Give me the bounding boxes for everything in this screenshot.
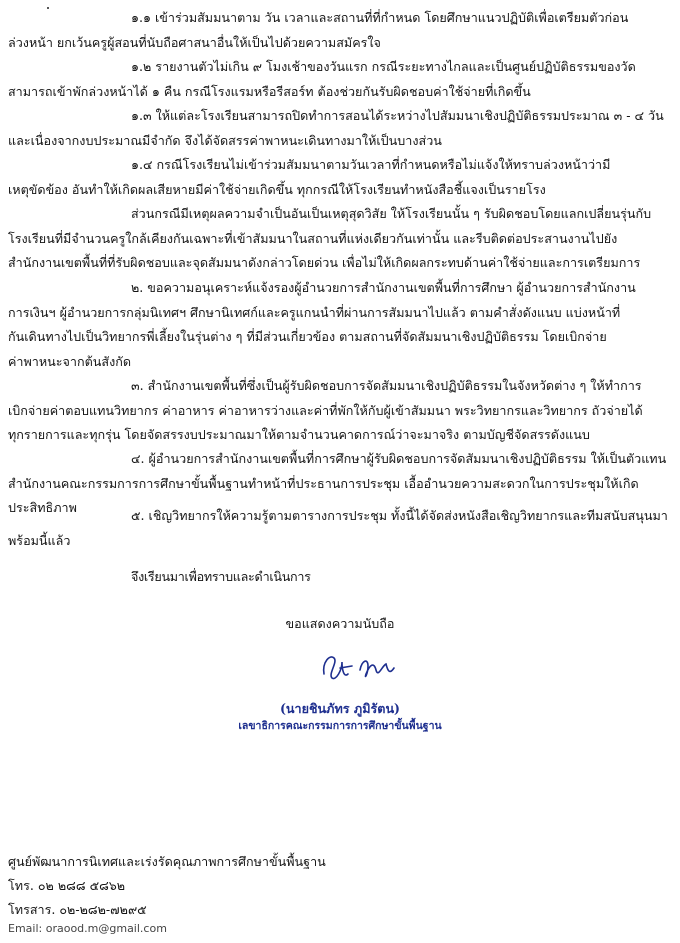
text-line: ๒. ขอความอนุเคราะห์แจ้งรองผู้อำนวยการสำนักงานเขตพื้นที่การศึกษา ผู้อำนวยการสำนักงาน <box>131 280 636 295</box>
text-line: เบิกจ่ายค่าตอบแทนวิทยากร ค่าอาหาร ค่าอาหารว่างและค่าที่พักให้กับผู้เข้าสัมมนา พระวิทยากรและวิทยากร ถัวจ่ายได้ <box>8 402 643 418</box>
text-line: ทุกรายการและทุกรุ่น โดยจัดสรรงบประมาณมาให้ตามจำนวนคาดการณ์ว่าจะมาจริง ตามบัญชีจัดสรรดังแนบ <box>8 427 590 442</box>
text-line: ล่วงหน้า ยกเว้นครูผู้สอนที่นับถือศาสนาอื่นให้เป็นไปด้วยความสมัครใจ <box>8 34 381 50</box>
regards-text: ขอแสดงความนับถือ <box>285 616 395 631</box>
paragraph-1-3 <box>8 104 668 153</box>
footer-fax: โทรสาร. ๐๒-๒๘๒-๗๒๙๕ <box>8 902 147 917</box>
footer-office: ศูนย์พัฒนาการนิเทศและเร่งรัดคุณภาพการศึกษาขั้นพื้นฐาน <box>8 854 326 869</box>
text-line: เหตุขัดข้อง อันทำให้เกิดผลเสียหายมีค่าใช้จ่ายเกิดขึ้น ทุกกรณีให้โรงเรียนทำหนังสือชี้แจงเป็นรายโรง <box>8 181 546 197</box>
paragraph-1-5 <box>8 202 668 276</box>
signatory-position: เลขาธิการคณะกรรมการการศึกษาขั้นพื้นฐาน <box>238 720 442 732</box>
paragraph-1-4 <box>8 153 668 202</box>
text-line: ๕. เชิญวิทยากรให้ความรู้ตามตารางการประชุม ทั้งนี้ได้จัดส่งหนังสือเชิญวิทยากรและทีมสนับสนุนมา <box>131 508 668 523</box>
text-line: โรงเรียนที่มีจำนวนครูใกล้เคียงกันเฉพาะที่เข้าสัมมนาในสถานที่แห่งเดียวกันเท่านั้น และรีบติดต่อประสานงานไปยัง <box>8 230 618 246</box>
text-line: พร้อมนี้แล้ว <box>8 532 71 548</box>
text-line: สำนักงานคณะกรรมการการศึกษาขั้นพื้นฐานทำหน้าที่ประธานการประชุม เอื้ออำนวยความสะดวกในการประชุมให้เกิด <box>8 475 639 491</box>
paragraph-3 <box>8 374 668 448</box>
text-line: ๑.๔ กรณีโรงเรียนไม่เข้าร่วมสัมมนาตามวันเวลาที่กำหนดหรือไม่แจ้งให้ทราบล่วงหน้าว่ามี <box>131 157 611 172</box>
text-line: กันเดินทางไปเป็นวิทยากรพี่เลี้ยงในรุ่นต่าง ๆ ที่มีส่วนเกี่ยวข้อง ตามสถานที่จัดสัมมนาเชิงปฏิบัติธรรม โดยเบิกจ่าย <box>8 329 607 344</box>
text-line: ค่าพาหนะจากต้นสังกัด <box>8 353 132 369</box>
text-line: ๑.๒ รายงานตัวไม่เกิน ๙ โมงเช้าของวันแรก กรณีระยะทางไกลและเป็นศูนย์ปฏิบัติธรรมของวัด <box>131 59 636 74</box>
paragraph-1-2 <box>8 55 668 104</box>
text-line: ๔. ผู้อำนวยการสำนักงานเขตพื้นที่การศึกษาผู้รับผิดชอบการจัดสัมมนาเชิงปฏิบัติธรรม ให้เป็นตัวแทน <box>131 451 667 466</box>
footer-phone: โทร. ๐๒ ๒๘๘ ๕๘๖๒ <box>8 878 126 893</box>
handwritten-signature <box>318 644 398 690</box>
text-line: ๑.๑ เข้าร่วมสัมมนาตาม วัน เวลาและสถานที่ที่กำหนด โดยศึกษาแนวปฏิบัติเพื่อเตรียมตัวก่อน <box>131 10 629 25</box>
signatory-name: (นายชินภัทร ภูมิรัตน) <box>279 701 401 716</box>
paragraph-1-1 <box>8 6 668 55</box>
text-line: สามารถเข้าพักล่วงหน้าได้ ๑ คืน กรณีโรงแรมหรือรีสอร์ท ต้องช่วยกันรับผิดชอบค่าใช้จ่ายที่เกิดขึ้น <box>8 83 531 99</box>
footer-email: Email: oraood.m@gmail.com <box>8 922 167 935</box>
text-line: การเงินฯ ผู้อำนวยการกลุ่มนิเทศฯ ศึกษานิเทศก์และครูแกนนำที่ผ่านการสัมมนาไปแล้ว ตามคำสั่งดังแนบ แบ่งหน้าที่ <box>8 304 621 320</box>
text-line: สำนักงานเขตพื้นที่ที่รับผิดชอบและจุดสัมมนาดังกล่าวโดยด่วน เพื่อไม่ให้เกิดผลกระทบด้านค่าใช้จ่ายและการเตรียมการ <box>8 255 641 270</box>
closing-request: จึงเรียนมาเพื่อทราบและดำเนินการ <box>131 569 311 584</box>
text-line: และเนื่องจากงบประมาณมีจำกัด จึงได้จัดสรรค่าพาหนะเดินทางมาให้เป็นบางส่วน <box>8 132 442 148</box>
text-line: ประสิทธิภาพ <box>8 500 77 515</box>
paragraph-5 <box>8 504 668 553</box>
text-line: ส่วนกรณีมีเหตุผลความจำเป็นอันเป็นเหตุสุดวิสัย ให้โรงเรียนนั้น ๆ รับผิดชอบโดยแลกเปลี่ยนรุ่นกับ <box>131 206 652 221</box>
paragraph-2 <box>8 276 668 374</box>
text-line: ๓. สำนักงานเขตพื้นที่ซึ่งเป็นผู้รับผิดชอบการจัดสัมมนาเชิงปฏิบัติธรรมในจังหวัดต่าง ๆ ให้ทำการ <box>131 378 642 393</box>
text-line: ๑.๓ ให้แต่ละโรงเรียนสามารถปิดทำการสอนได้ระหว่างไปสัมมนาเชิงปฏิบัติธรรมประมาณ ๓ - ๔ วัน <box>131 108 664 123</box>
